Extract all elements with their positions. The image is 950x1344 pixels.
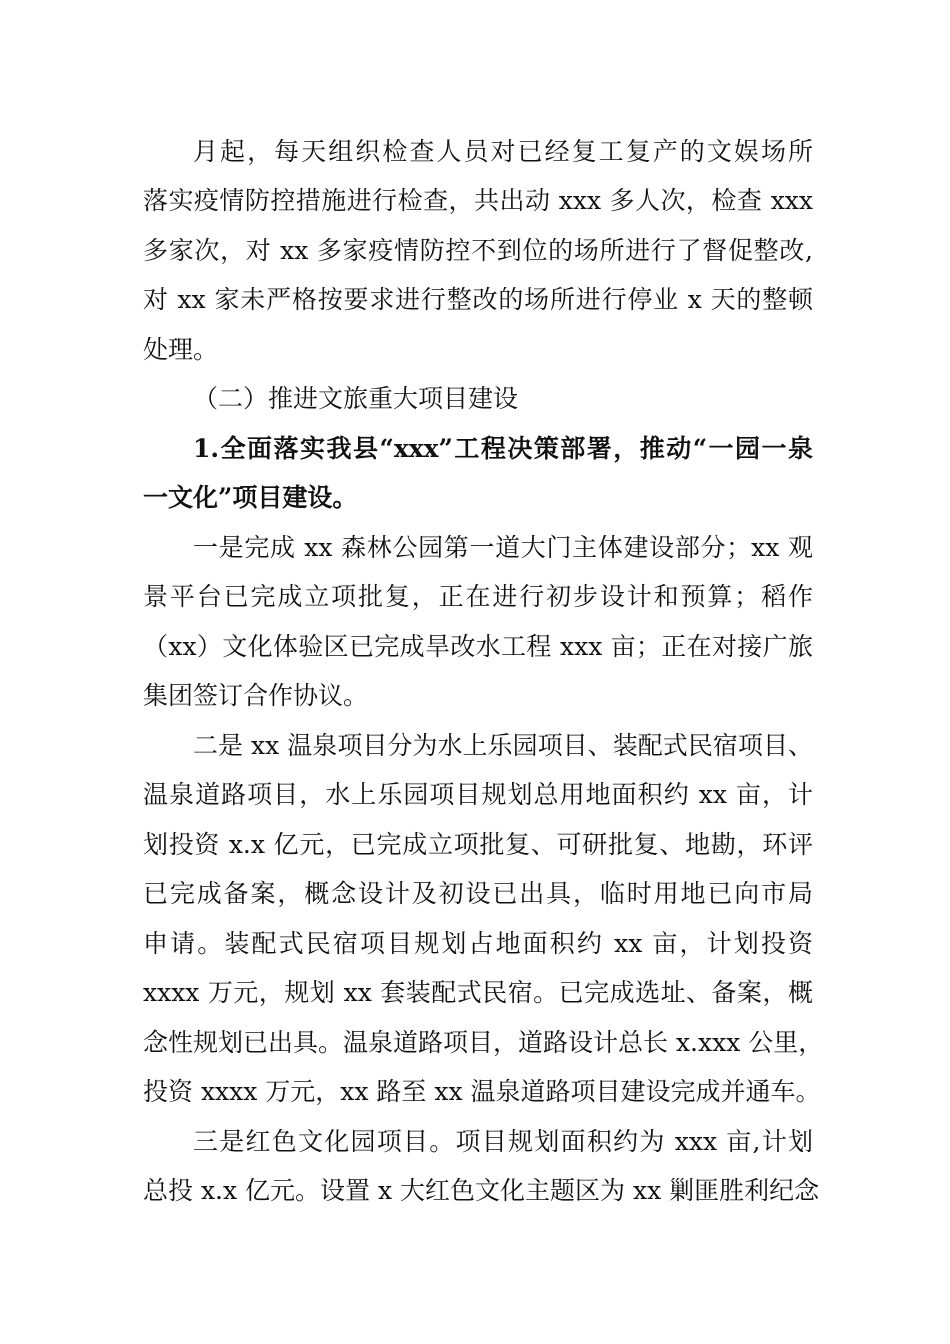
paragraph-line: 多家次，对 xx 多家疫情防控不到位的场所进行了督促整改, bbox=[143, 236, 813, 265]
subsection-heading: 1.全面落实我县“xxx”工程决策部署，推动“一园一泉 bbox=[193, 434, 813, 463]
paragraph-line: 集团签订合作协议。 bbox=[143, 681, 369, 710]
paragraph-line: xxxx 万元，规划 xx 套装配式民宿。已完成选址、备案，概 bbox=[143, 978, 813, 1007]
paragraph-line: 划投资 x.x 亿元，已完成立项批复、可研批复、地勘，环评 bbox=[143, 830, 813, 859]
paragraph-line: 对 xx 家未严格按要求进行整改的场所进行停业 x 天的整顿 bbox=[143, 285, 813, 314]
paragraph-line: 一是完成 xx 森林公园第一道大门主体建设部分；xx 观 bbox=[193, 533, 813, 562]
paragraph-line: 已完成备案，概念设计及初设已出具，临时用地已向市局 bbox=[143, 879, 813, 908]
paragraph-line: 落实疫情防控措施进行检查，共出动 xxx 多人次，检查 xxx bbox=[143, 186, 813, 215]
paragraph-line: 景平台已完成立项批复，正在进行初步设计和预算；稻作 bbox=[143, 582, 813, 611]
paragraph-line: 温泉道路项目，水上乐园项目规划总用地面积约 xx 亩，计 bbox=[143, 780, 813, 809]
paragraph-line: 念性规划已出具。温泉道路项目，道路设计总长 x.xxx 公里， bbox=[143, 1028, 824, 1057]
paragraph-line: 申请。装配式民宿项目规划占地面积约 xx 亩，计划投资 bbox=[143, 929, 813, 958]
paragraph-line: 总投 x.x 亿元。设置 x 大红色文化主题区为 xx 剿匪胜利纪念 bbox=[143, 1176, 820, 1205]
paragraph-line: 三是红色文化园项目。项目规划面积约为 xxx 亩,计划 bbox=[193, 1127, 813, 1156]
paragraph-line: 处理。 bbox=[143, 335, 219, 364]
paragraph-line: 二是 xx 温泉项目分为水上乐园项目、装配式民宿项目、 bbox=[193, 731, 813, 760]
paragraph-line: 月起，每天组织检查人员对已经复工复产的文娱场所 bbox=[193, 137, 813, 166]
paragraph-line: （xx）文化体验区已完成旱改水工程 xxx 亩；正在对接广旅 bbox=[143, 632, 813, 661]
subsection-heading: 一文化”项目建设。 bbox=[143, 483, 358, 512]
paragraph-line: 投资 xxxx 万元，xx 路至 xx 温泉道路项目建设完成并通车。 bbox=[143, 1077, 821, 1106]
section-heading: （二）推进文旅重大项目建设 bbox=[193, 384, 519, 413]
